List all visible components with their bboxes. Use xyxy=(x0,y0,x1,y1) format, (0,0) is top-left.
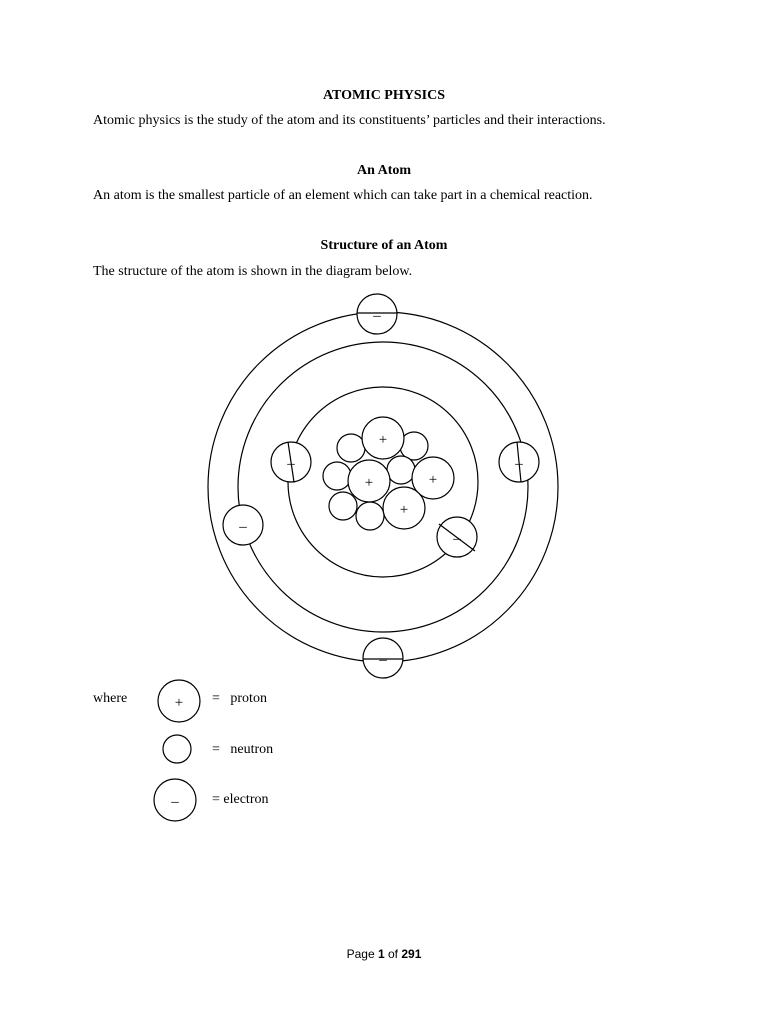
section-heading-an-atom: An Atom xyxy=(356,163,412,178)
footer-current-page: 1 xyxy=(377,947,385,961)
nucleus-neutron xyxy=(337,434,365,462)
electron-sign: – xyxy=(287,456,295,472)
proton-sign: + xyxy=(428,472,438,488)
legend-proton-sign: + xyxy=(174,695,184,711)
section-text-an-atom: An atom is the smallest particle of an element which can take part in a chemical reaction. xyxy=(93,188,593,203)
proton-sign: + xyxy=(378,432,388,448)
nucleus-neutron xyxy=(323,462,351,490)
intro-paragraph: Atomic physics is the study of the atom and its constituents’ particles and their interactions. xyxy=(93,113,606,128)
page-footer xyxy=(0,947,768,961)
legend-neutron-label: = neutron xyxy=(212,742,274,757)
footer-prefix: Page xyxy=(346,947,378,961)
legend-electron-label: = electron xyxy=(212,792,269,807)
nucleus-neutron xyxy=(329,492,357,520)
nucleus-neutron xyxy=(356,502,384,530)
legend-neutron-symbol xyxy=(163,735,191,763)
electron-sign: – xyxy=(515,456,523,472)
electron-sign: – xyxy=(453,531,461,547)
page-title: ATOMIC PHYSICS xyxy=(322,88,445,103)
footer-total-pages: 291 xyxy=(401,947,422,961)
footer-middle: of xyxy=(384,947,402,961)
electron-sign: – xyxy=(379,652,387,668)
section-heading-structure: Structure of an Atom xyxy=(320,238,448,253)
legend-where-label: where xyxy=(93,691,128,706)
legend-electron-sign: – xyxy=(171,794,179,810)
proton-sign: + xyxy=(364,475,374,491)
electron-sign: – xyxy=(239,519,247,535)
proton-sign: + xyxy=(399,502,409,518)
legend-proton-label: = proton xyxy=(212,691,267,706)
section-text-structure: The structure of the atom is shown in the diagram below. xyxy=(93,264,413,279)
electron-sign: – xyxy=(373,308,381,324)
nucleus-neutron xyxy=(387,456,415,484)
